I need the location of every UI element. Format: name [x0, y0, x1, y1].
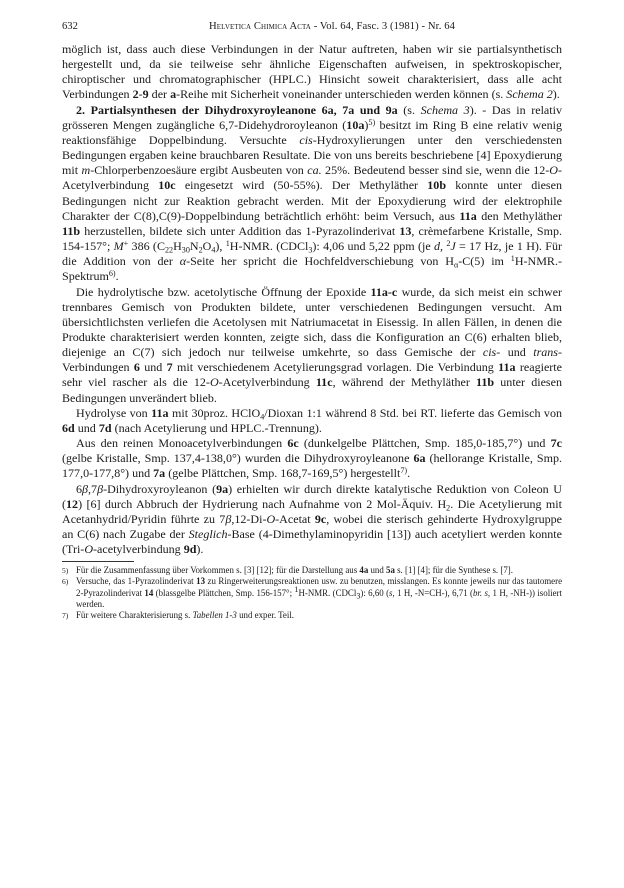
bold-run: 11a-c — [370, 284, 398, 299]
subscript-run: 2 — [446, 503, 451, 513]
bold-run: 6c — [287, 436, 299, 451]
italic-run: O — [84, 542, 94, 557]
bold-run: 11b — [62, 223, 81, 238]
paragraph-section-2: 2. Partialsynthesen der Dihydroxyroyleanone 6a, 7a und 9a (s. Schema 3). - Das in relativ grösseren Mengen zugängliche 6,7-Didehydroroyleanon $(10a)^{5)}$ besitzt im Ring B eine relativ wenig reaktionsfähige Doppelbindung. Versuchte cis-Hydroxylierungen unter den verschiedensten Bedingungen ergaben keine brauchbaren Resultate. Die von uns bereits beschriebene [4] Epoxydierung mit m-Chlorperbenzoesäure ergibt Ausbeuten von ca. 25%. Bedeutend besser sind sie, wenn die 12-O-Acetylverbindung 10c eingesetzt wird (50-55%). Der Methyläther 10b konnte unter diesen Bedingungen nicht zur Reaktion gebracht werden. Mit der Epoxydierung wird der elektrophile Charakter der C(8),C(9)-Doppelbindung beträchtlich erhöht: beim Versuch, aus 11a den Methyläther 11b herzustellen, bildete sich unter Addition das 1-Pyrazolinderivat 13, crèmefarbene Kristalle, Smp. 154-157°; M+ 386 $(C_{22}H_{30}N_2O_4)$, $^1$H-NMR. (CDCl$_3$): 4,06 und 5,22 ppm (je d, $^2$J = 17 Hz, je 1 H). Für die Addition von der α-Seite her spricht die Hochfeldverschiebung von $H_\alpha-C(5)$ im $^1$H-NMR.-Spektrum$^{6)}$. — [62, 102, 563, 284]
subscript-run: 4 — [211, 245, 216, 255]
bold-run: 6d — [62, 420, 75, 435]
superscript-run: 1 — [294, 584, 299, 594]
bold-run: 9 — [142, 87, 149, 102]
italic-run: α — [179, 254, 187, 269]
italic-run: Schema 3 — [420, 102, 470, 117]
paragraph-epoxide-opening: Die hydrolytische bzw. acetolytische Öffnung der Epoxide 11a-c wurde, da sich meist ein schwer trennbares Gemisch von Produkten bildete, unter verschiedenen Bedingungen versucht. Am übersichtlichsten verliefen die Acetolysen mit Natriumacetat in Eisessig. In allen Fällen, in denen die Produkte charakterisiert werden konnten, zeigte sich, dass die Konfiguration an C(6) erhalten blieb, diejenige an C(7) sich jedoch nur teilweise umkehrte, so dass Gemische der cis- und trans-Verbindungen 6 und 7 mit verschiedenem Acetylierungsgrad vorlagen. Die Verbindung 11a reagierte sehr viel rascher als die 12-O-Acetylverbindung 11c, während der Methyläther 11b unter diesen Bedingungen unverändert blieb. — [62, 284, 563, 405]
subscript-run: 3 — [308, 245, 313, 255]
italic-run: M — [113, 239, 124, 254]
italic-run: cis — [299, 132, 313, 147]
superscript-run: 6 — [108, 269, 113, 279]
bold-run: 7a — [153, 466, 166, 481]
italic-run: Steglich — [188, 527, 228, 541]
footnote-6 — [62, 576, 562, 609]
subscript-run: 22 — [164, 245, 174, 255]
italic-run: O — [209, 375, 219, 390]
superscript-run: 7 — [400, 466, 405, 476]
bold-run: 5a — [386, 565, 395, 576]
italic-run: β — [225, 511, 232, 526]
subscript-run: 30 — [181, 245, 190, 255]
footnote-text: Versuche, das 1-Pyrazolinderivat 13 zu Ringerweiterungsreaktionen usw. zu benutzen, misslangen. Es konnte jeweils nur das tautomere 2-Pyrazolinderivat 14 (blassgelbe Plättchen, Smp. 156-157°; $^1$H-NMR. (CDCl$_3$): 6,60 (s, 1 H, -N=CH-), 6,71 (br. s, 1 H, -NH-)) isoliert werden. — [76, 576, 563, 609]
bold-run: 4a — [359, 565, 369, 576]
italic-run: β — [97, 481, 104, 496]
footnote-5 — [62, 565, 562, 576]
italic-run: O — [549, 163, 558, 178]
footnote-mark: 6) — [62, 577, 69, 587]
page-number: 632 — [62, 20, 78, 32]
paragraph-hydrolysis: Hydrolyse von 11a mit 30proz. HClO$_4$/Dioxan 1:1 während 8 Std. bei RT. lieferte das Gemisch von 6d und 7d (nach Acetylierung und HPLC.-Trennung). — [62, 405, 562, 435]
italic-run: s, — [389, 587, 395, 598]
running-title-line — [102, 21, 562, 32]
bold-run: 2 — [132, 87, 139, 102]
footnote-text: Für weitere Charakterisierung s. Tabellen 1-3 und exper. Teil. — [76, 609, 295, 620]
bold-run: 10b — [427, 178, 447, 193]
italic-run: Tabellen 1-3 — [192, 609, 237, 620]
italic-run: trans — [533, 345, 558, 360]
bold-run: 9d — [183, 542, 197, 557]
superscript-run: 5 — [368, 117, 373, 127]
paragraph-monoacetyl: Aus den reinen Monoacetylverbindungen 6c (dunkelgelbe Plättchen, Smp. 185,0-185,7°) und 7c (gelbe Kristalle, Smp. 137,4-138,0°) wurden die Dihydroxyroyleanone 6a (hellorange Kristalle, Smp. 177,0-177,8°) und 7a (gelbe Plättchen, Smp. 168,7-169,5°) hergestellt$^{7)}$. — [62, 436, 562, 481]
bold-run: 14 — [144, 587, 154, 598]
bold-run: 11a — [459, 208, 477, 223]
bold-run: 7 — [166, 360, 173, 375]
paragraph-coleon-reduction: 6β,7β-Dihydroxyroyleanon (9a) erhielten wir durch direkte katalytische Reduktion von Coleon U (12) [6] durch Abbruch der Hydrierung nach Aufnahme von 2 Mol-Äquiv. $H_2$. Die Acetylierung mit Acetanhydrid/Pyridin führte zu 7β,12-Di-O-Acetat 9c, wobei die sterisch gehinderte Hydroxylgruppe an C(6) nach Zugabe der Steglich-Base (4-Dimethylaminopyridin [13]) auch acetyliert werden konnte (Tri-O-acetylverbindung 9d). — [62, 481, 563, 557]
bold-run: 6a — [413, 451, 426, 466]
journal-citation: - Vol. 64, Fasc. 3 (1981) - Nr. 64 — [310, 20, 456, 32]
bold-run: 11c — [315, 375, 333, 390]
footnote-7 — [62, 610, 562, 621]
italic-run: O — [266, 511, 276, 526]
footnote-text: Für die Zusammenfassung über Vorkommen s. [3] [12]; für die Darstellung aus 4a und 5a s. [1] [4]; für die Synthese s. [7]. — [76, 565, 513, 576]
body-text — [62, 42, 562, 557]
italic-run: β — [82, 481, 89, 496]
bold-run: 9c — [314, 511, 327, 526]
footnote-mark: 5) — [62, 566, 69, 576]
bold-run: 10a — [346, 117, 365, 132]
bold-run: 11b — [476, 375, 495, 390]
footnote-separator — [62, 561, 134, 562]
bold-run: 11a — [151, 405, 169, 420]
bold-run: 7c — [550, 436, 562, 451]
italic-run: Schema 2 — [506, 87, 553, 102]
italic-run: ca. — [307, 163, 322, 178]
bold-run: 10c — [158, 178, 176, 193]
italic-run: J — [450, 239, 456, 254]
bold-run: a — [170, 87, 177, 102]
superscript-run: + — [123, 239, 129, 249]
running-header — [62, 18, 562, 34]
superscript-run: 1 — [510, 254, 515, 264]
italic-run: m — [81, 163, 91, 178]
bold-run: 9a — [216, 481, 229, 496]
bold-run: 11a — [498, 360, 516, 375]
bold-run: 6 — [133, 360, 140, 375]
bold-run: 7d — [98, 420, 112, 435]
bold-run: 13 — [196, 576, 206, 587]
bold-run: 12 — [66, 496, 79, 511]
subscript-run: α — [454, 260, 459, 270]
subscript-run: 2 — [198, 245, 203, 255]
bold-run: 2. Partialsynthesen der Dihydroxyroyleanone 6a, 7a und 9a — [76, 102, 398, 117]
superscript-run: ) — [404, 466, 408, 476]
footnote-mark: 7) — [62, 610, 69, 620]
italic-run: cis — [482, 345, 497, 360]
journal-page — [62, 18, 562, 621]
subscript-run: 3 — [356, 591, 361, 600]
superscript-run: ) — [112, 269, 116, 279]
italic-run: d, — [433, 239, 444, 254]
subscript-run: 4 — [260, 412, 265, 422]
paragraph-intro-continued: möglich ist, dass auch diese Verbindungen in der Natur auftreten, haben wir sie partialsynthetisch hergestellt und, da sie teilweise sehr ähnliche Eigenschaften aufweisen, in spektroskopischer, chiroptischer und chromatographischer (HPLC.) Hinsicht soweit charakterisiert, dass alle acht Verbindungen 2-9 der a-Reihe mit Sicherheit voneinander unterschieden werden können (s. Schema 2). — [62, 42, 562, 102]
superscript-run: ) — [372, 117, 376, 127]
journal-title: Helvetica Chimica Acta — [208, 20, 311, 32]
superscript-run: 1 — [225, 239, 230, 249]
footnotes — [62, 565, 562, 620]
italic-run: br. s, — [472, 587, 491, 598]
bold-run: 13 — [399, 223, 412, 238]
superscript-run: 2 — [446, 239, 451, 249]
